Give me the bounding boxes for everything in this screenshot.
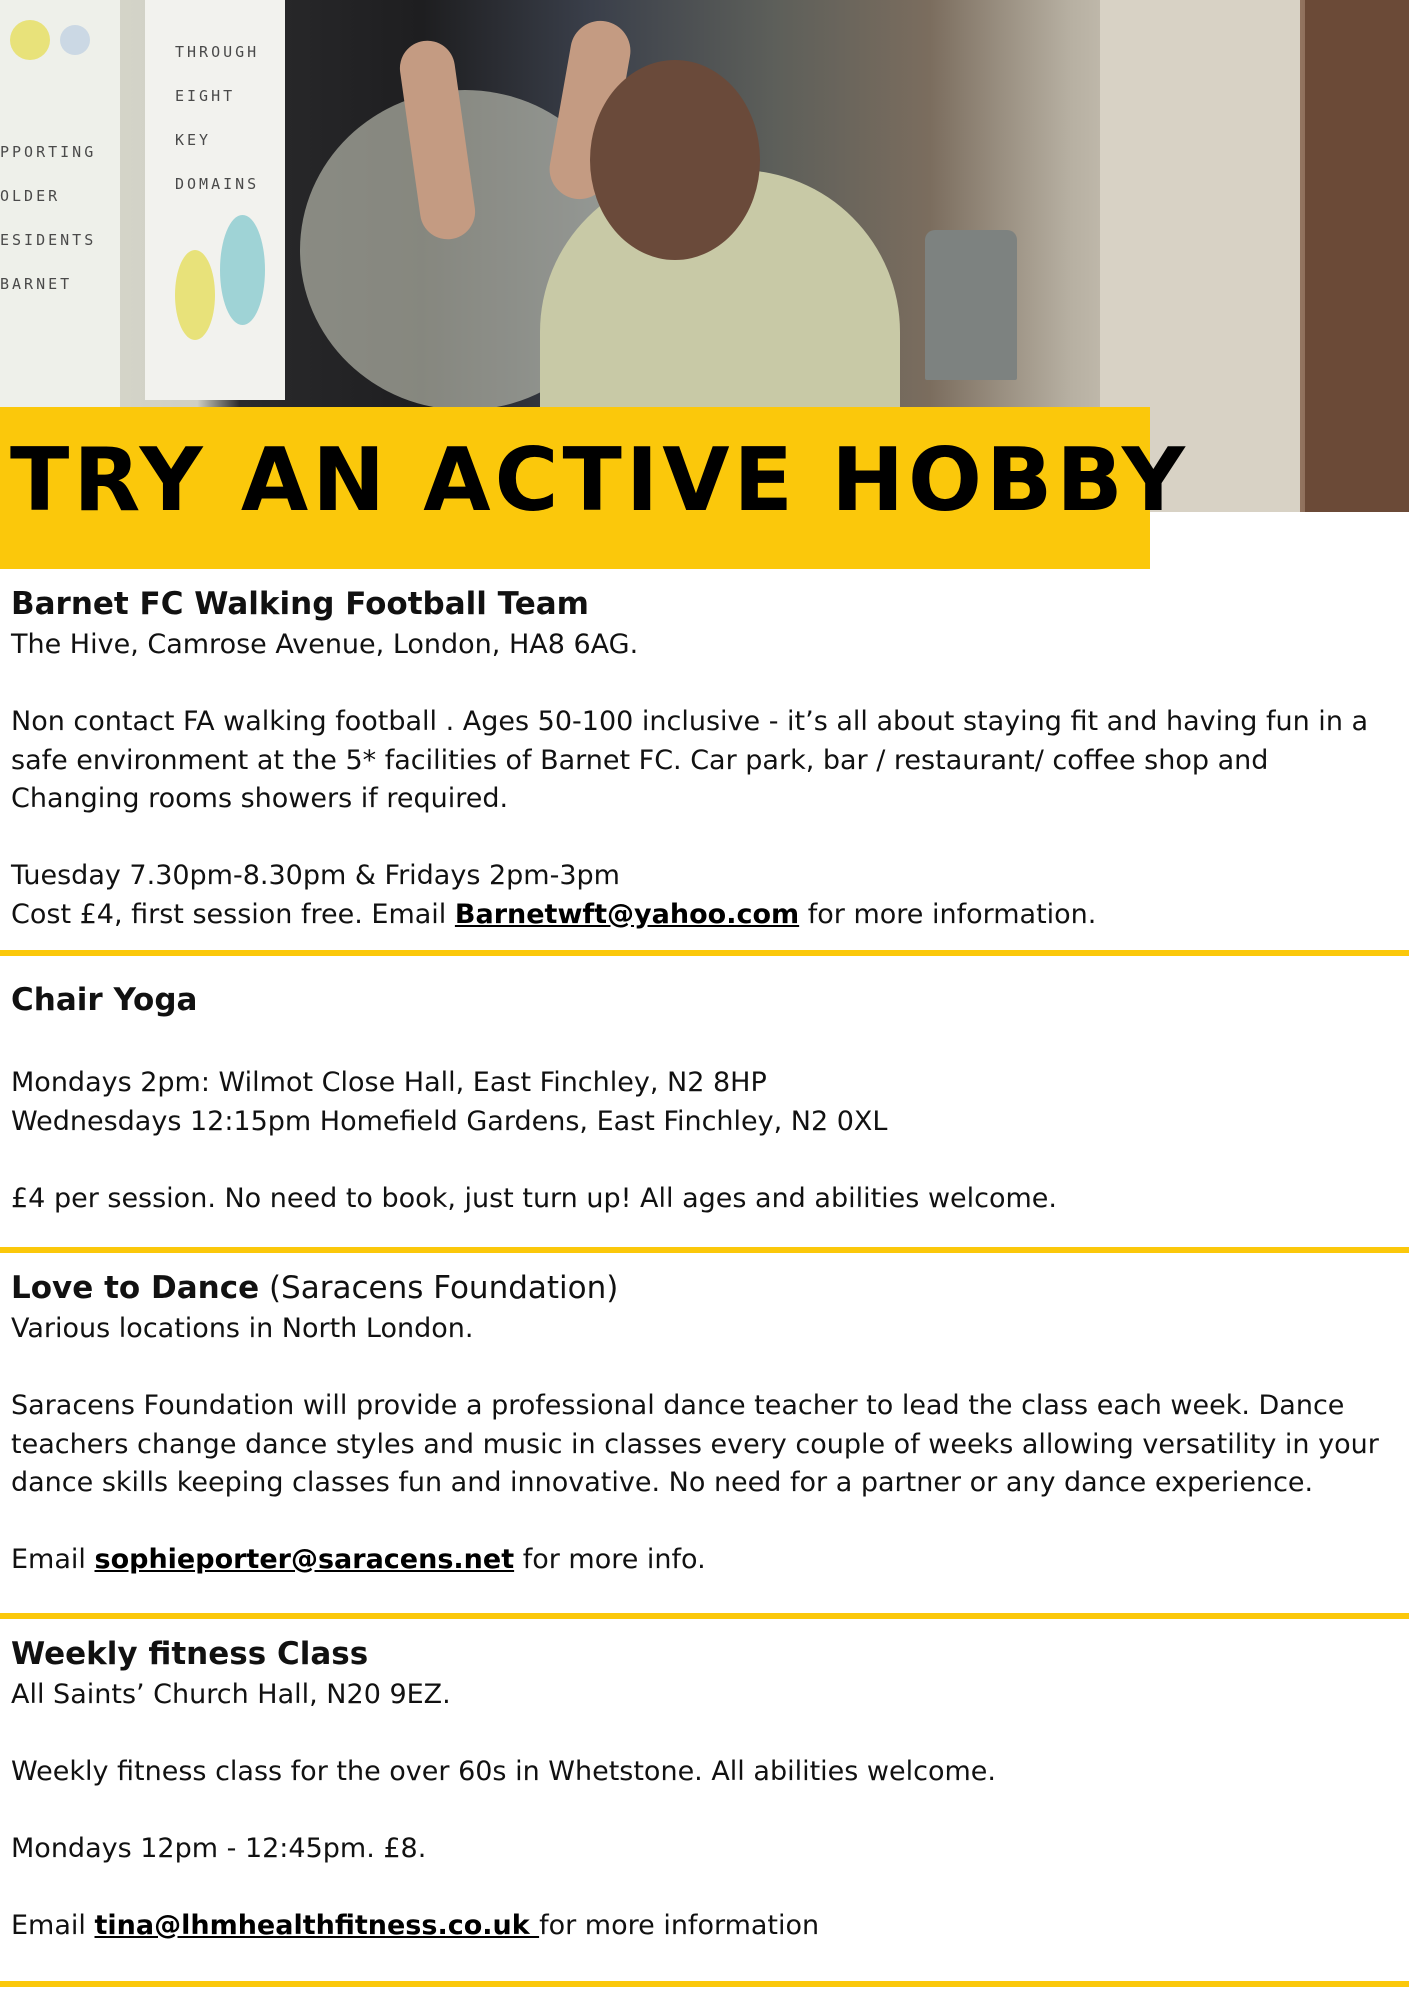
section-chair-yoga: [11, 978, 1401, 1218]
section-title: [11, 1266, 1401, 1310]
section-address: All Saints’ Church Hall, N20 9EZ.: [11, 1679, 451, 1710]
section-walking-football: [11, 582, 1401, 934]
section-contact: [11, 1541, 1401, 1580]
section-address: The Hive, Camrose Avenue, London, HA8 6AG.: [11, 629, 639, 660]
section-divider: [0, 1981, 1409, 1987]
section-line: Mondays 2pm: Wilmot Close Hall, East Finchley, N2 8HP: [11, 1067, 767, 1098]
section-contact: [11, 896, 1401, 935]
email-link[interactable]: tina@lhmhealthfitness.co.uk: [94, 1910, 540, 1941]
contact-prefix: Cost £4, first session free. Email: [11, 898, 455, 930]
section-line: Wednesdays 12:15pm Homefield Gardens, East Finchley, N2 0XL: [11, 1105, 888, 1137]
event-banner-right: [145, 0, 285, 400]
wooden-door: [1305, 0, 1409, 512]
section-description: Weekly fitness class for the over 60s in Whetstone. All abilities welcome.: [11, 1756, 996, 1787]
event-banner-left: [0, 0, 120, 420]
section-description: Non contact FA walking football . Ages 50-100 inclusive - it’s all about staying fit and having fun in a safe environment at the 5* facilities of Barnet FC. Car park, bar / restaurant/ coffee shop and Changing rooms showers if required.: [11, 706, 1369, 814]
recycling-bin: [925, 230, 1017, 380]
section-schedule: Tuesday 7.30pm-8.30pm & Fridays 2pm-3pm: [11, 860, 620, 891]
section-address: Various locations in North London.: [11, 1313, 474, 1344]
contact-prefix: Email: [11, 1544, 95, 1575]
section-love-to-dance: [11, 1266, 1401, 1580]
dancer-head: [590, 60, 760, 260]
section-subtitle: (Saracens Foundation): [259, 1270, 619, 1306]
contact-suffix: for more information: [539, 1910, 820, 1941]
email-link[interactable]: sophieporter@saracens.net: [94, 1544, 515, 1575]
section-contact: [11, 1907, 1401, 1946]
email-link[interactable]: Barnetwft@yahoo.com: [454, 898, 800, 930]
section-description: Saracens Foundation will provide a professional dance teacher to lead the class each week. Dance teachers change dance styles and music in classes every couple of weeks allowing versatility in your dance skills keeping classes fun and innovative. No need for a partner or any dance experience.: [11, 1390, 1379, 1498]
banner-right-text: THROUGH EIGHT KEY DOMAINS: [175, 43, 260, 193]
section-title: Barnet FC Walking Football Team: [11, 586, 589, 622]
section-title: Chair Yoga: [11, 982, 198, 1018]
banner-left-text: PPORTING OLDER ESIDENTS BARNET: [0, 143, 97, 293]
contact-suffix: for more info.: [514, 1544, 706, 1575]
section-divider: [0, 950, 1409, 956]
section-note: £4 per session. No need to book, just turn up! All ages and abilities welcome.: [11, 1182, 1057, 1214]
contact-suffix: for more information.: [799, 898, 1097, 930]
section-title-text: Love to Dance: [11, 1270, 260, 1306]
page-title: TRY AN ACTIVE HOBBY: [10, 429, 1189, 531]
section-divider: [0, 1247, 1409, 1253]
section-schedule: Mondays 12pm - 12:45pm. £8.: [11, 1833, 427, 1864]
section-weekly-fitness: [11, 1632, 1401, 1946]
section-title: Weekly fitness Class: [11, 1636, 369, 1672]
contact-prefix: Email: [11, 1910, 95, 1941]
section-divider: [0, 1613, 1409, 1619]
